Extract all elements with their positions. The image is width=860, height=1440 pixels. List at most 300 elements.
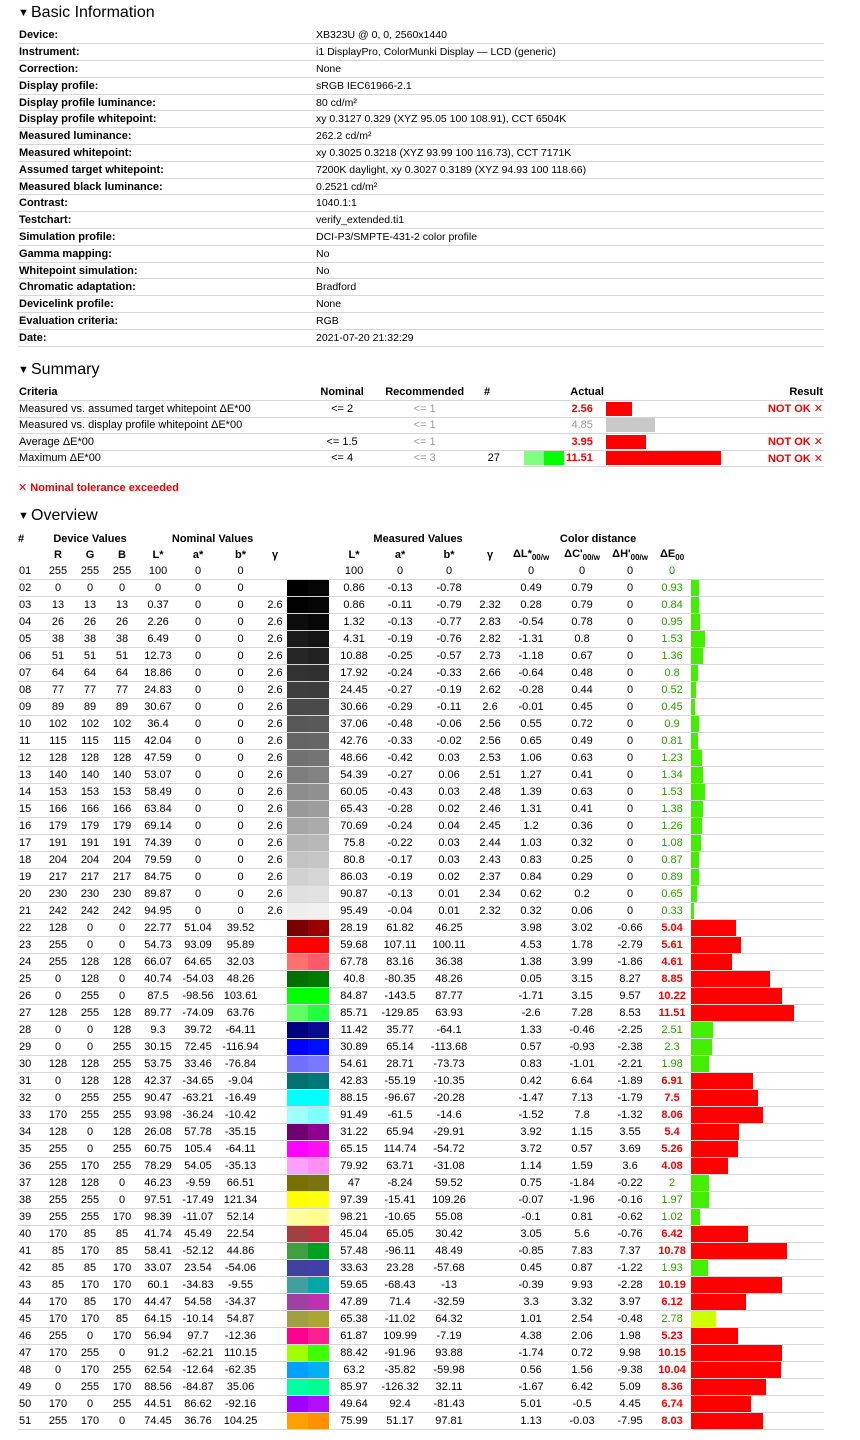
overview-toggle[interactable] <box>18 505 842 527</box>
ov-header-num: # <box>18 533 25 546</box>
ov-nominal-cell: 12.73 <box>138 648 178 665</box>
ov-nominal-cell: 0 <box>178 750 218 767</box>
ov-swatch-cell <box>287 631 331 648</box>
ov-nominal-cell: 30.15 <box>138 1039 178 1056</box>
ov-delta-e-bar <box>691 682 696 698</box>
ov-delta-e: 2.3 <box>653 1039 691 1056</box>
ov-measured-cell: 1.01 <box>505 1311 557 1328</box>
ov-measured-cell: 45.04 <box>331 1226 377 1243</box>
ov-nominal-cell: -76.84 <box>218 1056 263 1073</box>
ov-measured-cell: 54.61 <box>331 1056 377 1073</box>
ov-measured-cell: -0.07 <box>505 1192 557 1209</box>
ov-measured-cell: 0 <box>607 580 653 597</box>
ov-swatch <box>287 1158 329 1174</box>
ov-nominal-cell: 84.75 <box>138 869 178 886</box>
ov-delta-e-bar <box>691 631 705 647</box>
ov-measured-cell: -0.62 <box>607 1209 653 1226</box>
ov-nominal-cell: 0 <box>74 1039 106 1056</box>
ov-measured-cell: -91.96 <box>377 1345 423 1362</box>
ov-swatch-cell <box>287 1022 331 1039</box>
ov-delta-e-bar <box>691 1243 787 1259</box>
ov-nominal-cell: 48.26 <box>218 971 263 988</box>
ov-measured-cell: 60.05 <box>331 784 377 801</box>
ov-row <box>18 1362 824 1379</box>
ov-measured-cell: -61.5 <box>377 1107 423 1124</box>
ov-delta-e-bar <box>691 1277 782 1293</box>
ov-nominal-cell: 97.7 <box>178 1328 218 1345</box>
ov-nominal-cell: 44.86 <box>218 1243 263 1260</box>
ov-measured-cell: 3.99 <box>557 954 607 971</box>
ov-measured-cell: -0.17 <box>377 852 423 869</box>
ov-header-distance: Color distance <box>559 533 637 546</box>
ov-nominal-cell: 170 <box>74 1158 106 1175</box>
ov-swatch <box>287 784 329 800</box>
ov-nominal-cell: 0 <box>218 665 263 682</box>
ov-nominal-cell: 0 <box>218 580 263 597</box>
ov-swatch-cell <box>287 1413 331 1430</box>
ov-nominal-cell: 39.72 <box>178 1022 218 1039</box>
ov-nominal-cell: 0.37 <box>138 597 178 614</box>
ov-bar-cell <box>691 648 824 665</box>
ov-row <box>18 1277 824 1294</box>
ov-measured-cell <box>475 1328 505 1345</box>
ov-measured-cell: -1.79 <box>607 1090 653 1107</box>
ov-swatch <box>287 580 329 596</box>
ov-bar-cell <box>691 971 824 988</box>
ov-measured-cell: -54.72 <box>423 1141 475 1158</box>
ov-nominal-cell: 46.23 <box>138 1175 178 1192</box>
ov-measured-cell: -31.08 <box>423 1158 475 1175</box>
basic-info-toggle[interactable] <box>18 2 842 24</box>
ov-bar-cell <box>691 1277 824 1294</box>
summary-bar-cell <box>605 401 722 418</box>
ov-measured-cell: 0.42 <box>505 1073 557 1090</box>
ov-swatch-cell <box>287 1056 331 1073</box>
ov-nominal-cell: 255 <box>106 1090 138 1107</box>
info-value: verify_extended.ti1 <box>315 212 824 229</box>
ov-measured-cell <box>475 580 505 597</box>
ov-measured-cell: 61.87 <box>331 1328 377 1345</box>
summary-swatch-cell <box>501 434 565 451</box>
ov-delta-e-bar <box>691 665 698 681</box>
ov-delta-e: 1.34 <box>653 767 691 784</box>
ov-nominal-cell: 77 <box>42 682 74 699</box>
ov-measured-cell: 2.37 <box>475 869 505 886</box>
ov-nominal-cell: -9.55 <box>218 1277 263 1294</box>
ov-swatch-cell <box>287 1345 331 1362</box>
ov-swatch-cell <box>287 1124 331 1141</box>
ov-nominal-cell: 6.49 <box>138 631 178 648</box>
ov-swatch <box>287 716 329 732</box>
ov-nominal-cell: 2.6 <box>263 835 287 852</box>
ov-nominal-cell: 2.6 <box>263 733 287 750</box>
ov-measured-cell: -1.32 <box>607 1107 653 1124</box>
ov-measured-cell <box>475 1362 505 1379</box>
ov-measured-cell: 63.93 <box>423 1005 475 1022</box>
ov-num: 36 <box>18 1158 42 1175</box>
ov-nominal-cell: 121.34 <box>218 1192 263 1209</box>
ov-nominal-cell: 102 <box>106 716 138 733</box>
basic-info-table <box>18 27 824 347</box>
ov-measured-cell: 0.01 <box>423 886 475 903</box>
ov-delta-e-bar <box>691 767 703 783</box>
ov-nominal-cell: 0 <box>74 1396 106 1413</box>
ov-nominal-cell <box>263 1311 287 1328</box>
ov-delta-e: 6.74 <box>653 1396 691 1413</box>
ov-nominal-cell: 128 <box>74 1073 106 1090</box>
ov-measured-cell: 2.62 <box>475 682 505 699</box>
ov-bar-cell <box>691 682 824 699</box>
ov-nominal-cell: 26.08 <box>138 1124 178 1141</box>
ov-measured-cell: 2.51 <box>475 767 505 784</box>
ov-swatch <box>287 631 329 647</box>
ov-row <box>18 971 824 988</box>
ov-measured-cell: 48.49 <box>423 1243 475 1260</box>
ov-subheader: R <box>54 549 62 562</box>
ov-measured-cell <box>475 1260 505 1277</box>
ov-measured-cell: 36.38 <box>423 954 475 971</box>
info-value: RGB <box>315 313 824 330</box>
ov-nominal-cell: 170 <box>42 1107 74 1124</box>
ov-row <box>18 1141 824 1158</box>
ov-nominal-cell: 255 <box>106 1039 138 1056</box>
info-label: Contrast: <box>18 195 315 212</box>
ov-bar-cell <box>691 835 824 852</box>
info-row <box>18 94 824 111</box>
ov-swatch-cell <box>287 971 331 988</box>
ov-nominal-cell: 2.6 <box>263 597 287 614</box>
ov-nominal-cell: 140 <box>74 767 106 784</box>
ov-bar-cell <box>691 988 824 1005</box>
ov-nominal-cell: 0 <box>218 801 263 818</box>
ov-measured-cell: 0.56 <box>505 1362 557 1379</box>
ov-nominal-cell: 64.65 <box>178 954 218 971</box>
ov-nominal-cell: 128 <box>106 1005 138 1022</box>
ov-delta-e: 1.26 <box>653 818 691 835</box>
ov-measured-cell: 7.8 <box>557 1107 607 1124</box>
ov-swatch <box>287 801 329 817</box>
ov-delta-e: 11.51 <box>653 1005 691 1022</box>
ov-measured-cell: 0.48 <box>557 665 607 682</box>
ov-measured-cell: 33.63 <box>331 1260 377 1277</box>
ov-measured-cell: 95.49 <box>331 903 377 920</box>
ov-nominal-cell: -11.07 <box>178 1209 218 1226</box>
ov-num: 51 <box>18 1413 42 1430</box>
ov-delta-e: 0.52 <box>653 682 691 699</box>
ov-measured-cell: 40.8 <box>331 971 377 988</box>
ov-nominal-cell: 0 <box>178 903 218 920</box>
ov-delta-e: 8.85 <box>653 971 691 988</box>
ov-num: 21 <box>18 903 42 920</box>
ov-measured-cell: 0 <box>607 852 653 869</box>
ov-measured-cell: 84.87 <box>331 988 377 1005</box>
ov-swatch <box>287 682 329 698</box>
ov-nominal-cell: 255 <box>42 954 74 971</box>
ov-nominal-cell <box>263 1260 287 1277</box>
ov-delta-e-bar <box>691 1107 763 1123</box>
ov-num: 22 <box>18 920 42 937</box>
ov-measured-cell: -81.43 <box>423 1396 475 1413</box>
ov-nominal-cell: 0 <box>74 1141 106 1158</box>
ov-nominal-cell: 77 <box>106 682 138 699</box>
ov-nominal-cell: 128 <box>106 954 138 971</box>
ov-measured-cell: 2.34 <box>475 886 505 903</box>
ov-measured-cell: 2.44 <box>475 835 505 852</box>
ov-measured-cell: 63.2 <box>331 1362 377 1379</box>
ov-measured-cell: -10.35 <box>423 1073 475 1090</box>
ov-swatch-cell <box>287 1209 331 1226</box>
info-row <box>18 77 824 94</box>
ov-nominal-cell: 140 <box>106 767 138 784</box>
ov-swatch-cell <box>287 784 331 801</box>
ov-num: 33 <box>18 1107 42 1124</box>
ov-delta-e-bar <box>691 1311 716 1327</box>
ov-nominal-cell: 0 <box>74 937 106 954</box>
summary-swatch-cell <box>501 450 565 467</box>
ov-delta-e: 10.04 <box>653 1362 691 1379</box>
ov-nominal-cell <box>263 937 287 954</box>
ov-measured-cell: -0.39 <box>505 1277 557 1294</box>
ov-measured-cell: 0 <box>607 614 653 631</box>
ov-nominal-cell: 58.49 <box>138 784 178 801</box>
ov-measured-cell: 0.63 <box>557 750 607 767</box>
info-value: xy 0.3025 0.3218 (XYZ 93.99 100 116.73), CCT 7171K <box>315 145 824 162</box>
ov-measured-cell: -0.28 <box>505 682 557 699</box>
summary-title: Summary <box>31 360 100 378</box>
ov-measured-cell: 0.75 <box>505 1175 557 1192</box>
ov-nominal-cell: 2.6 <box>263 767 287 784</box>
ov-nominal-cell: 255 <box>74 1090 106 1107</box>
ov-nominal-cell <box>263 1362 287 1379</box>
ov-num: 40 <box>18 1226 42 1243</box>
ov-nominal-cell: 100 <box>138 563 178 580</box>
ov-nominal-cell: 85 <box>106 1226 138 1243</box>
ov-swatch-cell <box>287 1277 331 1294</box>
ov-delta-e: 10.78 <box>653 1243 691 1260</box>
ov-nominal-cell: 0 <box>218 784 263 801</box>
ov-measured-cell: 2.32 <box>475 903 505 920</box>
ov-delta-e-bar <box>691 1073 753 1089</box>
ov-measured-cell <box>475 1141 505 1158</box>
ov-nominal-cell: 242 <box>42 903 74 920</box>
ov-row <box>18 716 824 733</box>
ov-measured-cell: -0.48 <box>377 716 423 733</box>
ov-nominal-cell: 0 <box>178 784 218 801</box>
ov-nominal-cell <box>263 580 287 597</box>
ov-measured-cell: 0.83 <box>505 1056 557 1073</box>
ov-measured-cell: 2.66 <box>475 665 505 682</box>
ov-measured-cell: 1.78 <box>557 937 607 954</box>
ov-measured-cell <box>475 1413 505 1430</box>
ov-swatch <box>287 1328 329 1344</box>
ov-nominal-cell: 36.4 <box>138 716 178 733</box>
ov-delta-e-bar <box>691 1260 708 1276</box>
info-label: Display profile whitepoint: <box>18 111 315 128</box>
ov-subheader: γ <box>486 549 494 562</box>
ov-measured-cell: 2.73 <box>475 648 505 665</box>
ov-measured-cell: 0 <box>607 665 653 682</box>
ov-nominal-cell: 85 <box>74 1260 106 1277</box>
ov-measured-cell: 0 <box>607 750 653 767</box>
ov-nominal-cell: 88.56 <box>138 1379 178 1396</box>
ov-measured-cell: 0.83 <box>505 852 557 869</box>
ov-nominal-cell: 0 <box>218 597 263 614</box>
ov-delta-e-bar <box>691 597 699 613</box>
ov-nominal-cell: 56.94 <box>138 1328 178 1345</box>
ov-swatch-cell <box>287 614 331 631</box>
ov-row <box>18 750 824 767</box>
ov-nominal-cell <box>263 1141 287 1158</box>
ov-row <box>18 1396 824 1413</box>
ov-measured-cell: 3.98 <box>505 920 557 937</box>
ov-nominal-cell: 170 <box>42 1396 74 1413</box>
ov-nominal-cell: 255 <box>74 988 106 1005</box>
ov-measured-cell <box>475 1124 505 1141</box>
ov-measured-cell: 1.15 <box>557 1124 607 1141</box>
ov-delta-e-bar <box>691 699 695 715</box>
ov-row <box>18 665 824 682</box>
ov-nominal-cell: 64.15 <box>138 1311 178 1328</box>
ov-nominal-cell: 255 <box>42 1209 74 1226</box>
ov-measured-cell: -2.28 <box>607 1277 653 1294</box>
ov-swatch-cell <box>287 852 331 869</box>
ov-delta-e-bar <box>691 1345 782 1361</box>
summary-actual: 11.51 <box>565 450 605 467</box>
info-row <box>18 195 824 212</box>
info-row <box>18 27 824 44</box>
ov-nominal-cell: 166 <box>74 801 106 818</box>
summary-criteria: Maximum ΔE*00 <box>18 450 308 467</box>
ov-nominal-cell: 170 <box>74 1362 106 1379</box>
ov-header-device: Device Values <box>53 533 127 546</box>
summary-row <box>18 450 824 467</box>
ov-nominal-cell: 242 <box>106 903 138 920</box>
ov-measured-cell: 2.46 <box>475 801 505 818</box>
summary-row <box>18 401 824 418</box>
ov-nominal-cell: 128 <box>74 1175 106 1192</box>
ov-measured-cell: 0.86 <box>331 580 377 597</box>
ov-nominal-cell: 44.51 <box>138 1396 178 1413</box>
ov-swatch <box>287 920 329 936</box>
ov-measured-cell: 35.77 <box>377 1022 423 1039</box>
info-value: sRGB IEC61966-2.1 <box>315 77 824 94</box>
ov-nominal-cell: 54.05 <box>178 1158 218 1175</box>
ov-row <box>18 852 824 869</box>
ov-bar-cell <box>691 1090 824 1107</box>
ov-swatch <box>287 750 329 766</box>
ov-measured-cell: 59.68 <box>331 937 377 954</box>
overview-table <box>18 531 824 1430</box>
ov-measured-cell: -0.06 <box>423 716 475 733</box>
ov-swatch <box>287 1277 329 1293</box>
ov-measured-cell: -1.18 <box>505 648 557 665</box>
ov-nominal-cell <box>263 1124 287 1141</box>
ov-nominal-cell: 170 <box>106 1277 138 1294</box>
ov-delta-e-bar <box>691 1209 700 1225</box>
ov-swatch-cell <box>287 699 331 716</box>
ov-swatch <box>287 767 329 783</box>
ov-nominal-cell: 0 <box>218 835 263 852</box>
ov-nominal-cell: 85 <box>42 1260 74 1277</box>
ov-nominal-cell: 0 <box>138 580 178 597</box>
ov-measured-cell: 1.31 <box>505 801 557 818</box>
ov-measured-cell: -0.42 <box>377 750 423 767</box>
ov-measured-cell: 0.45 <box>557 699 607 716</box>
ov-nominal-cell: 42.37 <box>138 1073 178 1090</box>
summary-recommended: <= 1 <box>376 401 473 418</box>
ov-measured-cell: 3.32 <box>557 1294 607 1311</box>
ov-nominal-cell: 255 <box>74 1345 106 1362</box>
ov-measured-cell: 65.94 <box>377 1124 423 1141</box>
info-label: Device: <box>18 27 315 44</box>
ov-swatch-cell <box>287 580 331 597</box>
ov-num: 47 <box>18 1345 42 1362</box>
ov-measured-cell: 6.64 <box>557 1073 607 1090</box>
ov-nominal-cell: 255 <box>74 1005 106 1022</box>
ov-row <box>18 1107 824 1124</box>
summary-toggle[interactable] <box>18 359 842 381</box>
summary-recommended: <= 1 <box>376 434 473 451</box>
ov-measured-cell: -20.28 <box>423 1090 475 1107</box>
ov-num: 49 <box>18 1379 42 1396</box>
ov-row <box>18 1294 824 1311</box>
ov-measured-cell: -1.86 <box>607 954 653 971</box>
ov-bar-cell <box>691 1413 824 1430</box>
ov-nominal-cell: 74.39 <box>138 835 178 852</box>
ov-measured-cell: 0.05 <box>505 971 557 988</box>
ov-swatch <box>287 597 329 613</box>
ov-num: 37 <box>18 1175 42 1192</box>
ov-header-nominal: Nominal Values <box>171 533 254 546</box>
info-label: Chromatic adaptation: <box>18 279 315 296</box>
ov-nominal-cell: 128 <box>74 750 106 767</box>
ov-nominal-cell: 0 <box>106 1413 138 1430</box>
ov-nominal-cell <box>263 1209 287 1226</box>
ov-bar-cell <box>691 1294 824 1311</box>
ov-measured-cell: 109.26 <box>423 1192 475 1209</box>
ov-nominal-cell <box>263 1413 287 1430</box>
summary-bar <box>606 435 646 449</box>
ov-measured-cell: -13 <box>423 1277 475 1294</box>
ov-nominal-cell: -16.49 <box>218 1090 263 1107</box>
ov-swatch <box>287 1396 329 1412</box>
ov-measured-cell <box>475 1158 505 1175</box>
ov-nominal-cell: 128 <box>106 1073 138 1090</box>
ov-measured-cell: 0 <box>607 835 653 852</box>
ov-measured-cell: 98.21 <box>331 1209 377 1226</box>
ov-measured-cell: 42.76 <box>331 733 377 750</box>
ov-measured-cell: 5.01 <box>505 1396 557 1413</box>
ov-measured-cell: 85.71 <box>331 1005 377 1022</box>
ov-bar-cell <box>691 852 824 869</box>
ov-num: 11 <box>18 733 42 750</box>
ov-measured-cell: 0.32 <box>505 903 557 920</box>
ov-measured-cell <box>475 1073 505 1090</box>
summary-nominal: <= 2 <box>308 401 376 418</box>
ov-nominal-cell: 0 <box>178 580 218 597</box>
ov-measured-cell: 65.14 <box>377 1039 423 1056</box>
ov-swatch <box>287 1073 329 1089</box>
ov-nominal-cell: 170 <box>42 1226 74 1243</box>
ov-num: 24 <box>18 954 42 971</box>
ov-delta-e: 8.36 <box>653 1379 691 1396</box>
ov-nominal-cell: 128 <box>106 1124 138 1141</box>
ov-nominal-cell: 38 <box>106 631 138 648</box>
ov-swatch <box>287 1226 329 1242</box>
ov-nominal-cell: 51.04 <box>178 920 218 937</box>
ov-delta-e: 0.65 <box>653 886 691 903</box>
ov-measured-cell: -0.76 <box>607 1226 653 1243</box>
